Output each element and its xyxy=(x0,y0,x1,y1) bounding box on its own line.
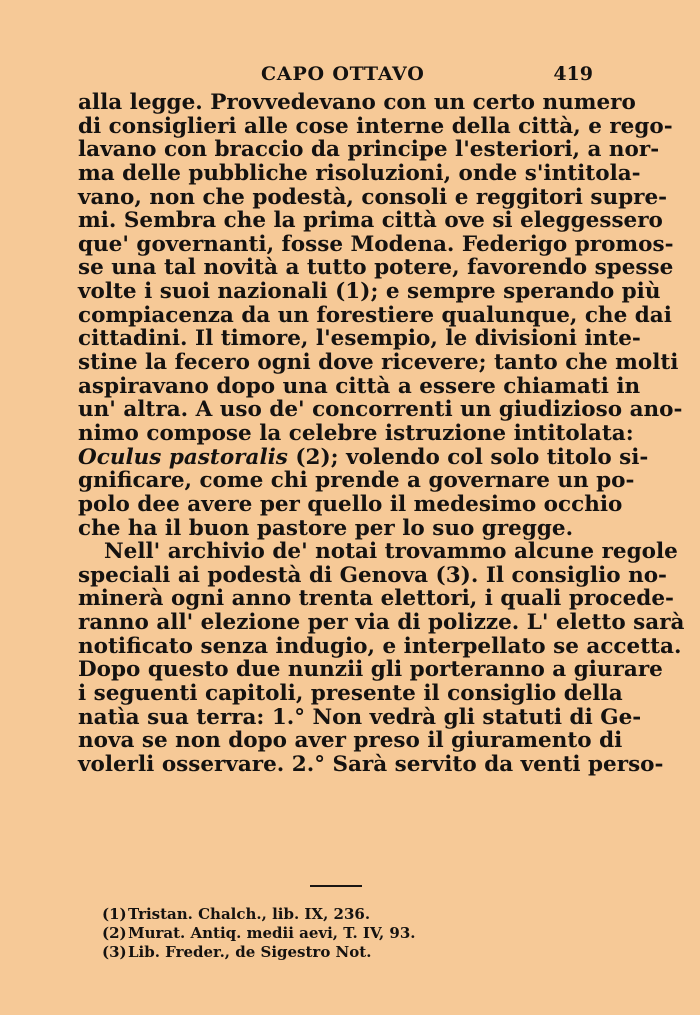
paragraph-start-line: Nell' archivio de' notai trovammo alcune regole xyxy=(104,539,678,565)
text-line: volte i suoi nazionali (1); e sempre sperando più xyxy=(78,279,661,305)
text-line: un' altra. A uso de' concorrenti un giudizioso ano- xyxy=(78,397,683,423)
footnote-separator xyxy=(310,885,362,887)
text-line: se una tal novità a tutto potere, favorendo spesse xyxy=(78,255,674,281)
text-line: speciali ai podestà di Genova (3). Il consiglio no- xyxy=(78,562,667,588)
text-line: nimo compose la celebre istruzione intitolata: xyxy=(78,420,634,446)
text-line: mi. Sembra che la prima città ove si eleggessero xyxy=(78,208,663,234)
text-line: aspiravano dopo una città a essere chiamati in xyxy=(78,373,641,399)
text-line: que' governanti, fosse Modena. Federigo promos- xyxy=(78,231,674,257)
text-line: notificato senza indugio, e interpellato se accetta. xyxy=(78,633,682,659)
running-head: CAPO OTTAVO xyxy=(261,63,425,85)
page-header xyxy=(78,63,598,93)
text-line: gnificare, come chi prende a governare un po- xyxy=(78,468,635,494)
text-line: che ha il buon pastore per lo suo gregge. xyxy=(78,515,574,541)
footnote-text: Tristan. Chalch., lib. IX, 236. xyxy=(128,905,371,923)
text-line: compiacenza da un forestiere qualunque, che dai xyxy=(78,302,672,328)
footnote xyxy=(102,924,522,943)
text-line: alla legge. Provvedevano con un certo numero xyxy=(78,90,636,115)
text-line: lavano con braccio da principe l'esteriori, a nor- xyxy=(78,137,660,163)
body-text xyxy=(78,90,685,777)
italic-title: Oculus pastoralis xyxy=(78,444,288,470)
footnote-mark: (1) xyxy=(102,905,127,923)
text-line: di consiglieri alle cose interne della città, e rego- xyxy=(78,113,673,139)
footnote-mark: (3) xyxy=(102,943,127,961)
footnote-text: Lib. Freder., de Sigestro Not. xyxy=(128,943,372,961)
text-line: volerli osservare. 2.° Sarà servito da venti perso- xyxy=(78,751,664,777)
text-line: stine la fecero ogni dove ricevere; tanto che molti xyxy=(78,350,679,376)
text-line-italic-title xyxy=(78,444,649,470)
footnotes xyxy=(102,905,522,962)
page-number: 419 xyxy=(553,63,593,85)
text-line: nova se non dopo aver preso il giuramento di xyxy=(78,728,623,754)
text-line: minerà ogni anno trenta elettori, i quali procede- xyxy=(78,586,674,612)
text-line: ma delle pubbliche risoluzioni, onde s'intitola- xyxy=(78,160,641,186)
text-line: cittadini. Il timore, l'esempio, le divisioni inte- xyxy=(78,326,641,352)
text-line: polo dee avere per quello il medesimo occhio xyxy=(78,491,623,517)
text-line-rest: (2); volendo col solo titolo si- xyxy=(287,444,649,470)
footnote-mark: (2) xyxy=(102,924,127,942)
text-line: Dopo questo due nunzii gli porteranno a giurare xyxy=(78,657,663,683)
footnote xyxy=(102,943,522,962)
text-line: vano, non che podestà, consoli e reggitori supre- xyxy=(78,184,668,210)
footnote-text: Murat. Antiq. medii aevi, T. IV, 93. xyxy=(128,924,416,942)
text-line: natìa sua terra: 1.° Non vedrà gli statuti di Ge- xyxy=(78,704,642,730)
text-line: ranno all' elezione per via di polizze. L' eletto sarà xyxy=(78,610,685,636)
text-line: i seguenti capitoli, presente il consiglio della xyxy=(78,681,623,707)
footnote xyxy=(102,905,522,924)
